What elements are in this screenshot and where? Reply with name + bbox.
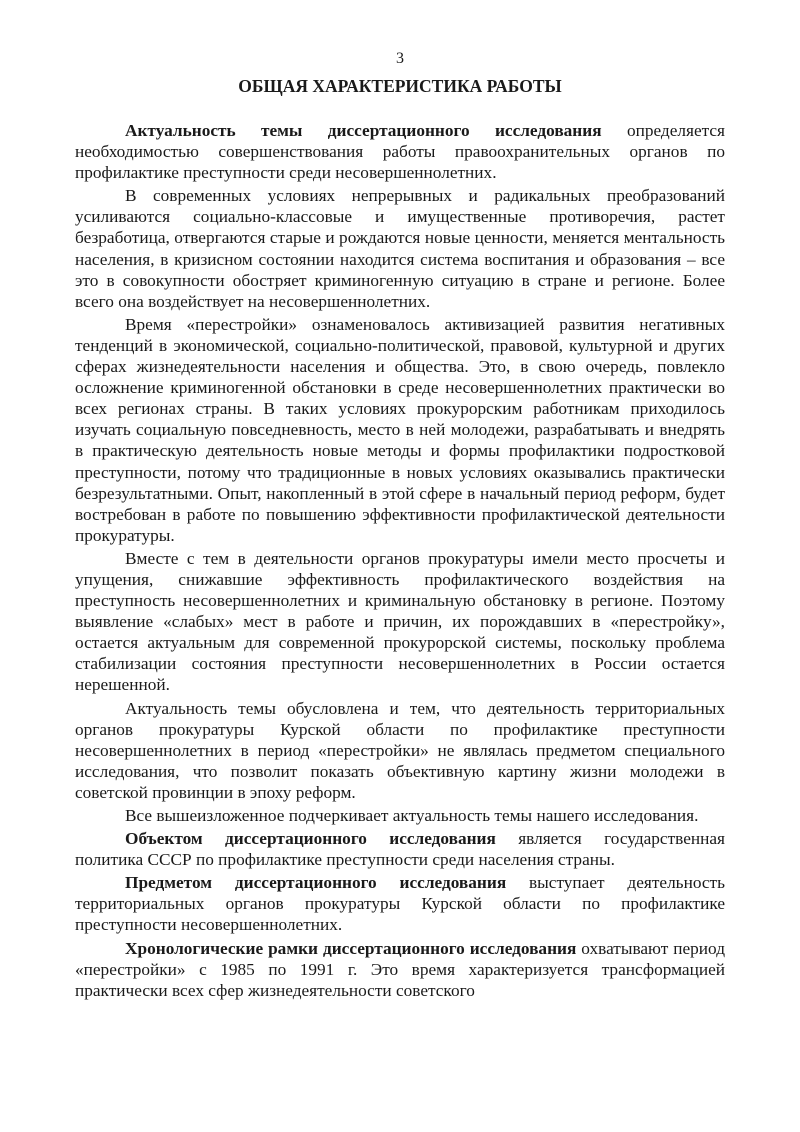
paragraph-lead: Предметом диссертационного исследования [125,873,507,893]
paragraph-lead: Актуальность темы диссертационного исследования [125,121,602,140]
paragraph-lead: Объектом диссертационного исследования [125,829,496,849]
paragraph-text: выступает деятельность территориальных органов прокуратуры Курской области по профилактике преступности несовершеннолетних. [75,873,725,935]
paragraph-relevance-reason [75,698,725,803]
paragraph-text: является государственная политика СССР по профилактике преступности среди населения страны. [75,829,725,870]
paragraph-object [75,828,725,870]
paragraph-text: Все вышеизложенное подчеркивает актуальность темы нашего исследования. [125,806,699,825]
paragraph-lead: Хронологические рамки диссертационного исследования [125,938,577,958]
paragraph-text: Вместе с тем в деятельности органов прокуратуры имели место просчеты и упущения, снижавшие эффективность профилактического воздействия на преступность несовершеннолетних и криминальную обстановку в регионе. Поэтому выявление «слабых» мест в работе и причин, их порождавших в «перестройку», остается актуальным для современной прокурорской системы, поскольку проблема стабилизации состояния преступности несовершеннолетних в России остается нерешенной. [75,548,725,695]
paragraph-chronology [75,938,725,1001]
paragraph-modern-conditions [75,185,725,312]
paragraph-text: В современных условиях непрерывных и радикальных преобразований усиливаются социально-классовые и имущественные противоречия, растет безработица, отвергаются старые и рождаются новые ценности, меняется ментальность населения, в кризисном состоянии находится система воспитания и образования – все это в совокупности обостряет криминогенную ситуацию в стране и регионе. Более всего она воздействует на несовершеннолетних. [75,186,725,311]
paragraph-shortcomings [75,548,725,696]
paragraph-subject [75,872,725,935]
paragraph-text: Актуальность темы обусловлена и тем, что деятельность территориальных органов прокуратуры Курской области по профилактике преступности несовершеннолетних в период «перестройки» не являлась предметом специального исследования, что позволит показать объективную картину жизни молодежи в советской провинции в эпоху реформ. [75,698,725,802]
paragraph-text: охватывают период «перестройки» с 1985 по 1991 г. Это время характеризуется трансформацией практически всех сфер жизнедеятельности советского [75,938,725,1000]
paragraph-text: определяется необходимостью совершенствования работы правоохранительных органов по профилактике преступности среди несовершеннолетних. [75,121,725,183]
paragraph-summary [75,805,725,826]
paragraph-perestroika [75,314,725,546]
document-body [75,120,725,1003]
paragraph-text: Время «перестройки» ознаменовалось активизацией развития негативных тенденций в экономической, социально-политической, правовой, культурной и других сферах жизнедеятельности населения и общества. Это, в свою очередь, повлекло осложнение криминогенной обстановки в среде несовершеннолетних практически во всех регионах страны. В таких условиях прокурорским работникам приходилось изучать социальную повседневность, место в ней молодежи, разрабатывать и внедрять в практическую деятельность новые методы и формы профилактики подростковой преступности, потому что традиционные в новых условиях оказывались практически безрезультатными. Опыт, накопленный в этой сфере в начальный период реформ, будет востребован в работе по повышению эффективности профилактической деятельности прокуратуры. [75,314,725,545]
paragraph-relevance [75,120,725,183]
page-number: 3 [396,50,404,67]
page-title: ОБЩАЯ ХАРАКТЕРИСТИКА РАБОТЫ [238,76,562,96]
